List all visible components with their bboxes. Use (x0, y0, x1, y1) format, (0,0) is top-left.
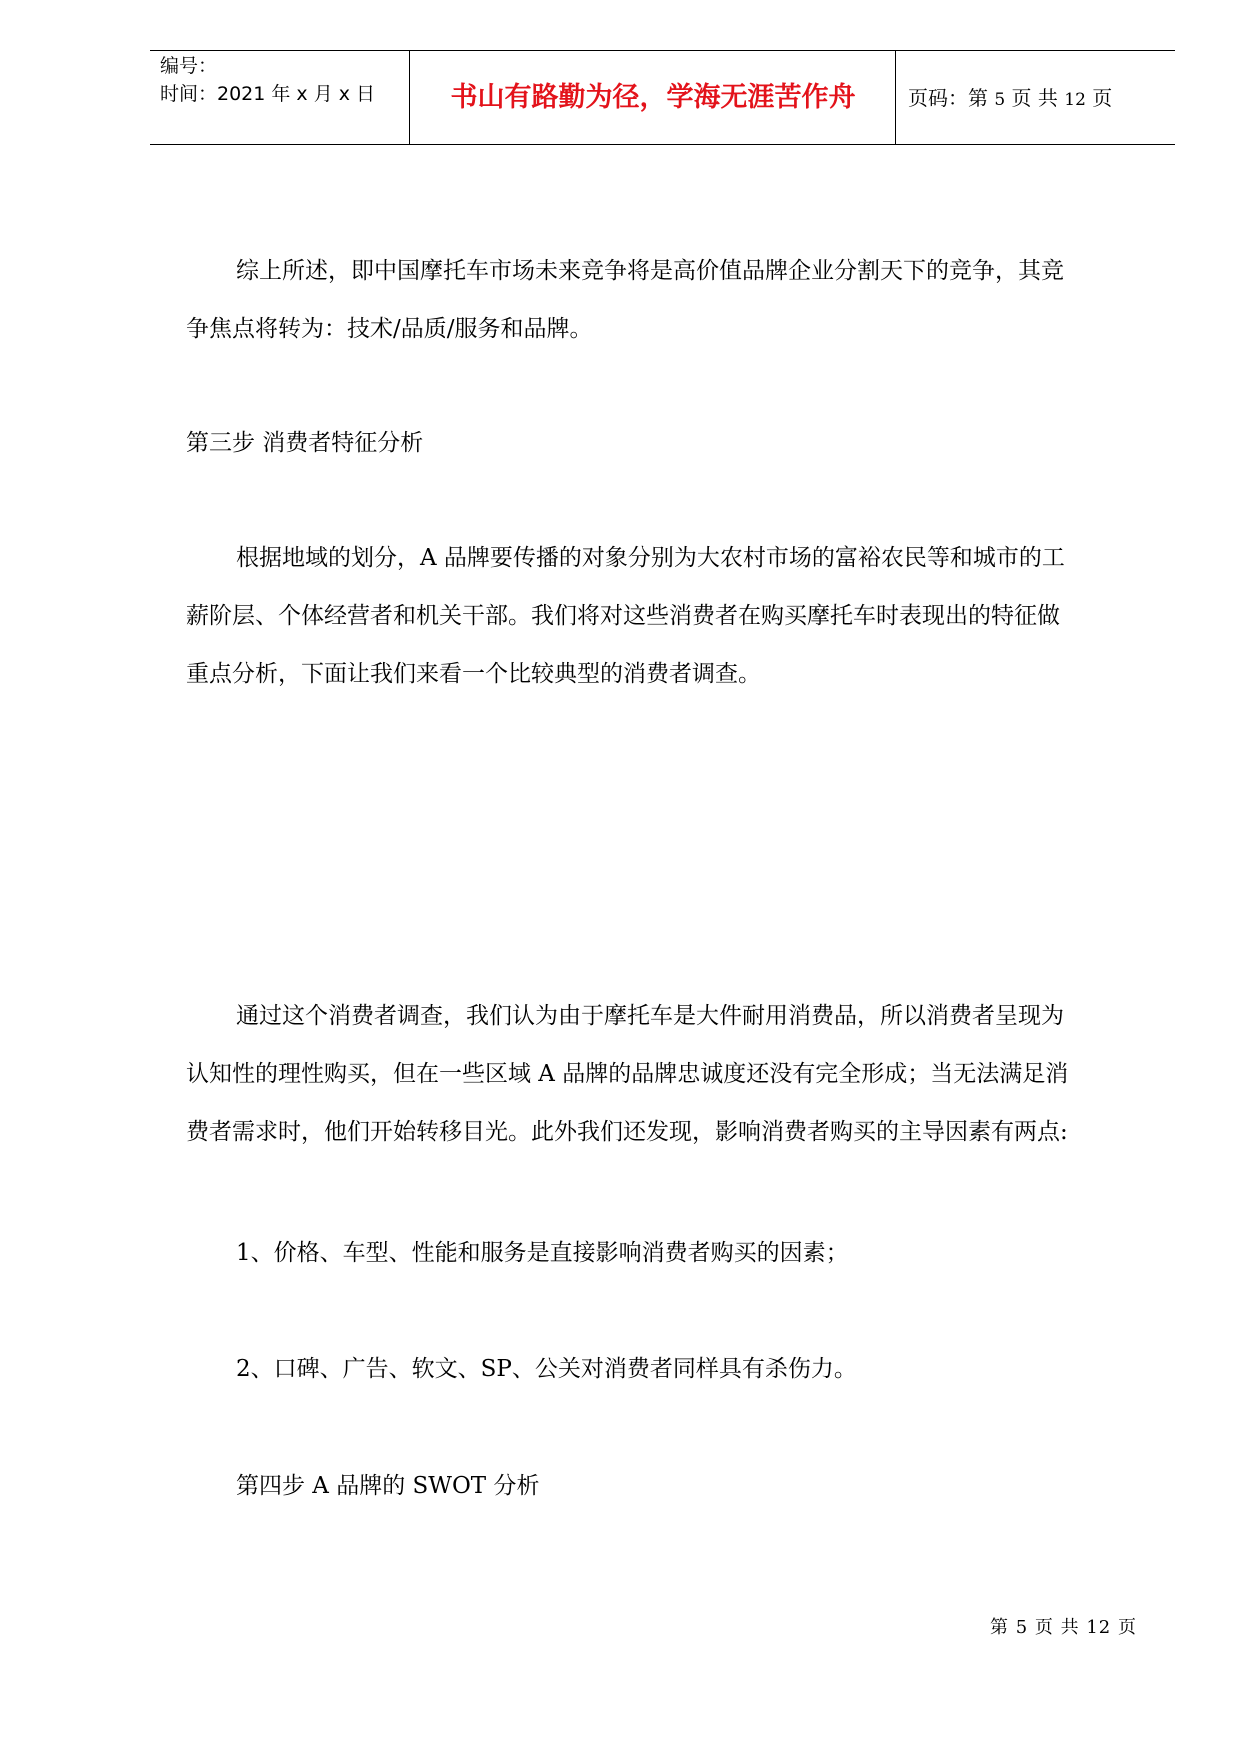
page-prefix: 页码：第 (908, 86, 988, 110)
page-suffix: 页 (1092, 86, 1113, 110)
document-number-label: 编号： (160, 55, 218, 77)
paragraph-summary (186, 242, 1136, 358)
header-meta-cell (150, 51, 410, 144)
page-footer: 第 5 页 共 12 页 (990, 1617, 1137, 1638)
paragraph-line: 综上所述，即中国摩托车市场未来竞争将是高价值品牌企业分割天下的竞争，其竞 (236, 258, 1064, 284)
page-current: 5 (994, 90, 1006, 110)
paragraph-line: 争焦点将转为：技术/品质/服务和品牌。 (186, 316, 593, 342)
page-header (150, 50, 1175, 145)
paragraph-line: 费者需求时，他们开始转移目光。此外我们还发现，影响消费者购买的主导因素有两点: (186, 1119, 1068, 1145)
paragraph-line: 根据地域的划分，A 品牌要传播的对象分别为大农村市场的富裕农民等和城市的工 (236, 545, 1065, 571)
paragraph-audience (186, 529, 1136, 703)
paragraph-line: 通过这个消费者调查，我们认为由于摩托车是大件耐用消费品，所以消费者呈现为 (236, 1003, 1064, 1029)
header-page-info (908, 85, 1112, 113)
section-heading-step4: 第四步 A 品牌的 SWOT 分析 (236, 1473, 540, 1499)
header-page-cell (896, 51, 1175, 144)
document-date: 时间：2021 年 x 月 x 日 (160, 83, 376, 105)
paragraph-survey-conclusion (186, 987, 1136, 1161)
list-item: 2、口碑、广告、软文、SP、公关对消费者同样具有杀伤力。 (236, 1356, 857, 1382)
section-heading-step3: 第三步 消费者特征分析 (186, 430, 424, 456)
header-motto-cell (410, 51, 896, 144)
paragraph-line: 薪阶层、个体经营者和机关干部。我们将对这些消费者在购买摩托车时表现出的特征做 (186, 603, 1060, 629)
list-item: 1、价格、车型、性能和服务是直接影响消费者购买的因素； (236, 1240, 849, 1266)
header-motto: 书山有路勤为径，学海无涯苦作舟 (450, 82, 856, 113)
paragraph-line: 重点分析，下面让我们来看一个比较典型的消费者调查。 (186, 661, 761, 687)
page-total: 12 (1064, 90, 1086, 110)
page-mid: 页 共 (1011, 86, 1058, 110)
paragraph-line: 认知性的理性购买，但在一些区域 A 品牌的品牌忠诚度还没有完全形成；当无法满足消 (186, 1061, 1069, 1087)
